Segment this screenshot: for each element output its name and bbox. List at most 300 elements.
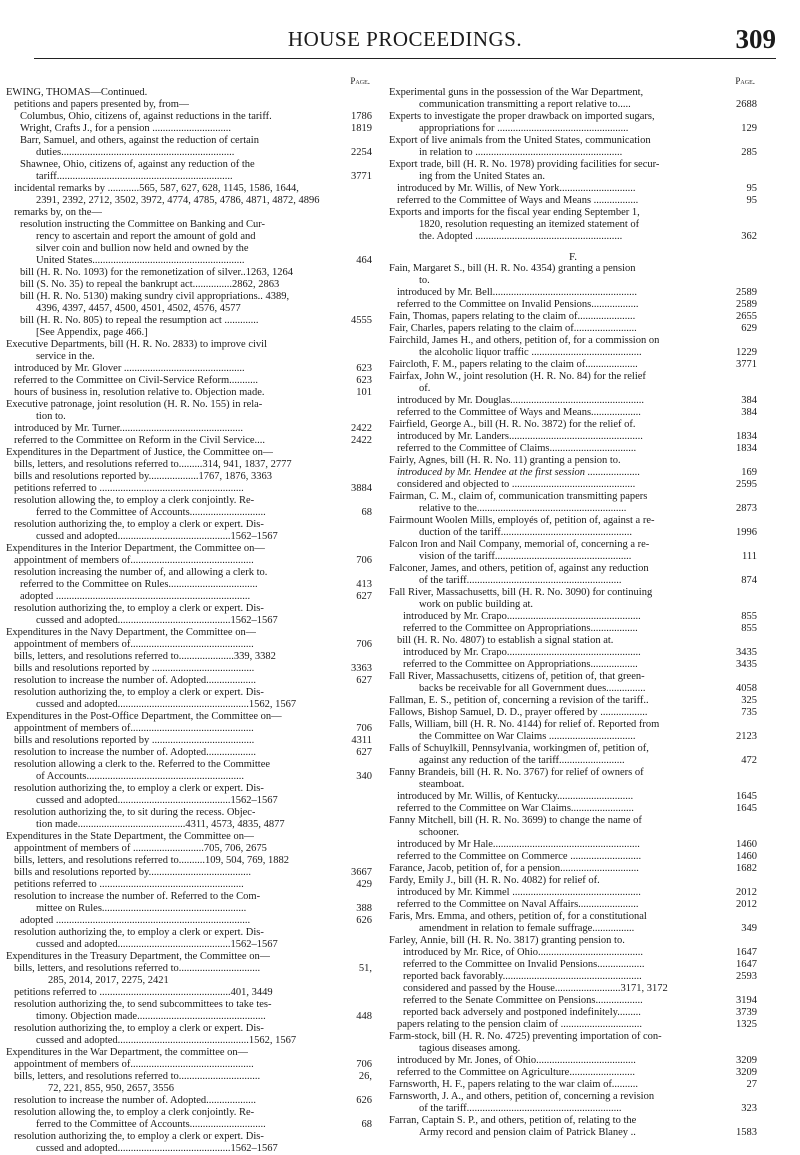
index-entry	[389, 1019, 757, 1031]
index-entry	[389, 971, 757, 983]
index-entries-right	[389, 87, 757, 1139]
index-entry	[6, 1035, 372, 1047]
entry-text: referred to the Committee on Commerce ...........................	[397, 851, 642, 862]
index-entry	[389, 995, 757, 1007]
index-entry	[389, 659, 757, 671]
index-entry	[389, 467, 757, 479]
entry-text: introduced by Mr. Hendee at the first session ....................	[397, 467, 641, 478]
entry-page-ref: 3209	[736, 1055, 757, 1066]
entry-text: introduced by Mr. Willis, of Kentucky.............................	[397, 791, 634, 802]
index-entry	[389, 587, 757, 599]
entry-page-ref: 1647	[736, 947, 757, 958]
entry-page-ref: 3194	[736, 995, 757, 1006]
index-entry	[389, 371, 757, 383]
entry-text: bills, letters, and resolutions referred to..........109, 504, 769, 1882	[14, 855, 289, 866]
entry-page-ref: 706	[356, 639, 372, 650]
entry-text: bills, letters, and resolutions referred to.........314, 941, 1837, 2777	[14, 459, 292, 470]
entry-text: Falls, William, bill (H. R. No. 4144) for relief of. Reported from	[389, 719, 660, 730]
entry-text: papers relating to the pension claim of ...............................	[397, 1019, 642, 1030]
entry-text: cussed and adopted...........................................1562–1567	[36, 615, 278, 626]
entry-page-ref: 2589	[736, 299, 757, 310]
entry-text: Fall River, Massachusetts, bill (H. R. No. 3090) for continuing	[389, 587, 653, 598]
entry-page-ref: 325	[741, 695, 757, 706]
entry-text: remarks by, on the—	[14, 207, 102, 218]
entry-text: Falconer, James, and others, petition of, against any reduction	[389, 563, 649, 574]
entry-text: Farnsworth, J. A., and others, petition of, concerning a revision	[389, 1091, 655, 1102]
entry-text: appointment of members of...............................................	[14, 723, 254, 734]
entry-text: resolution allowing the, to employ a clerk conjointly. Re-	[14, 1107, 255, 1118]
index-entry	[389, 563, 757, 575]
entry-text: resolution authorizing the, to employ a clerk or expert. Dis-	[14, 783, 264, 794]
entry-text: tagious diseases among.	[419, 1043, 521, 1054]
entry-text: ferred to the Committee of Accounts.............................	[36, 507, 266, 518]
index-entry	[6, 603, 372, 615]
entry-text: referred to the Committee on War Claims........................	[397, 803, 634, 814]
entry-page-ref: 1229	[736, 347, 757, 358]
entry-text: bills and resolutions reported by .......................................	[14, 735, 255, 746]
entry-text: referred to the Committee on Appropriations..................	[403, 623, 638, 634]
index-entry	[389, 551, 757, 563]
index-entry	[389, 1091, 757, 1103]
index-entry	[6, 195, 372, 207]
index-entry	[389, 983, 757, 995]
entry-page-ref: 1325	[736, 1019, 757, 1030]
entry-page-ref: 4058	[736, 683, 757, 694]
entry-page-ref: 129	[741, 123, 757, 134]
entry-text: bills and resolutions reported by .......................................	[14, 663, 255, 674]
index-entry	[389, 1055, 757, 1067]
entry-text: resolution to increase the number of. Adopted...................	[14, 747, 257, 758]
index-entry	[6, 531, 372, 543]
entry-page-ref: 1460	[736, 839, 757, 850]
entry-text: resolution authorizing the, to employ a clerk or expert. Dis-	[14, 603, 264, 614]
entry-page-ref: 448	[356, 1011, 372, 1022]
entry-text: vision of the tariff....................................................	[419, 551, 632, 562]
entry-text: cussed and adopted..................................................1562, 1567	[36, 699, 297, 710]
entry-page-ref: 26,	[358, 1071, 372, 1082]
index-entry	[6, 483, 372, 495]
page-header	[34, 24, 776, 59]
index-entry	[6, 471, 372, 483]
index-entry	[389, 755, 757, 767]
index-entry	[6, 1143, 372, 1155]
entry-text: referred to the Committee of Claims.................................	[397, 443, 637, 454]
index-entry	[389, 207, 757, 219]
entry-text: Fairfield, George A., bill (H. R. No. 3872) for the relief of.	[389, 419, 636, 430]
entry-page-ref: 2422	[351, 435, 372, 446]
entry-text: Fallows, Bishop Samuel, D. D., prayer offered by ..................	[389, 707, 648, 718]
entry-page-ref: 626	[356, 915, 372, 926]
entry-text: Fardy, Emily J., bill (H. R. No. 4082) for relief of.	[389, 875, 600, 886]
entry-text: hours of business in, resolution relative to. Objection made.	[14, 387, 265, 398]
entry-page-ref: 323	[741, 1103, 757, 1114]
index-entry	[6, 951, 372, 963]
entry-text: Export trade, bill (H. R. No. 1978) providing facilities for secur-	[389, 159, 660, 170]
entry-text: of the tariff...........................................................	[419, 1103, 622, 1114]
index-entry	[389, 875, 757, 887]
index-entry	[6, 1059, 372, 1071]
entry-text: the Committee on War Claims .................................	[419, 731, 636, 742]
entry-text: resolution instructing the Committee on Banking and Cur-	[20, 219, 266, 230]
entry-text: timony. Objection made.................................................	[36, 1011, 266, 1022]
entry-text: resolution authorizing the, to sit during the recess. Objec-	[14, 807, 256, 818]
entry-text: bills, letters, and resolutions referred to...............................	[14, 963, 261, 974]
entry-page-ref: 623	[356, 363, 372, 374]
index-entry	[6, 1083, 372, 1095]
entry-text: bills, letters, and resolutions referred to.....................339, 3382	[14, 651, 276, 662]
index-entry	[389, 683, 757, 695]
entry-text: cussed and adopted..................................................1562, 1567	[36, 1035, 297, 1046]
index-entry	[389, 791, 757, 803]
index-entry	[389, 911, 757, 923]
entry-page-ref: 2655	[736, 311, 757, 322]
entry-text: introduced by Mr. Landers...................................................	[397, 431, 643, 442]
entry-text: 1820, resolution requesting an itemized statement of	[419, 219, 640, 230]
index-entry	[6, 567, 372, 579]
entry-text: service in the.	[36, 351, 95, 362]
index-entry	[389, 87, 757, 99]
index-entry	[6, 615, 372, 627]
entry-text: petitions referred to .......................................................	[14, 879, 244, 890]
entry-text: mittee on Rules.......................................................	[36, 903, 247, 914]
entry-text: communication transmitting a report relative to.....	[419, 99, 631, 110]
entry-text: Farley, Annie, bill (H. R. No. 3817) granting pension to.	[389, 935, 625, 946]
entry-text: ferred to the Committee of Accounts.............................	[36, 1119, 266, 1130]
entry-text: Fallman, E. S., petition of, concerning a revision of the tariff..	[389, 695, 649, 706]
entry-page-ref: 855	[741, 611, 757, 622]
index-entry	[389, 1127, 757, 1139]
index-entry	[6, 423, 372, 435]
index-entry	[6, 843, 372, 855]
entry-text: Shawnee, Ohio, citizens of, against any reduction of the	[20, 159, 255, 170]
index-entry	[6, 867, 372, 879]
entry-text: duties..................................................................	[36, 147, 235, 158]
index-entry	[389, 231, 757, 243]
entry-text: Fairmount Woolen Mills, employés of, petition of, against a re-	[389, 515, 655, 526]
index-entry	[6, 315, 372, 327]
entry-page-ref: 340	[356, 771, 372, 782]
entry-text: bills and resolutions reported by.......................................	[14, 867, 252, 878]
entry-text: Fain, Margaret S., bill (H. R. No. 4354) granting a pension	[389, 263, 636, 274]
entry-page-ref: 429	[356, 879, 372, 890]
entry-text: ing from the United States an.	[419, 171, 545, 182]
page-column-label: Page.	[735, 76, 755, 86]
index-entry	[6, 1119, 372, 1131]
index-entry	[6, 87, 372, 99]
index-entry	[389, 899, 757, 911]
entry-page-ref: 1645	[736, 791, 757, 802]
entry-text: introduced by Mr Hale........................................................	[397, 839, 640, 850]
index-entry	[6, 759, 372, 771]
entry-text: adopted ..........................................................................	[20, 591, 251, 602]
entry-text: Expenditures in the War Department, the committee on—	[6, 1047, 249, 1058]
entry-text: appointment of members of...............................................	[14, 1059, 254, 1070]
entry-page-ref: 623	[356, 375, 372, 386]
entry-page-ref: 472	[741, 755, 757, 766]
entry-page-ref: 1834	[736, 443, 757, 454]
entry-page-ref: 2688	[736, 99, 757, 110]
entry-page-ref: 1996	[736, 527, 757, 538]
entry-text: referred to the Committee on Invalid Pensions..................	[397, 299, 639, 310]
entry-text: appropriations for ..................................................	[419, 123, 629, 134]
index-entry	[6, 207, 372, 219]
index-entry	[389, 299, 757, 311]
index-entry	[389, 455, 757, 467]
entry-text: of.	[419, 383, 431, 394]
entry-text: referred to the Committee on Civil-Service Reform...........	[14, 375, 259, 386]
entry-text: in relation to ........................................................	[419, 147, 623, 158]
index-entry	[389, 147, 757, 159]
entry-text: resolution increasing the number of, and allowing a clerk to.	[14, 567, 268, 578]
entry-page-ref: 1786	[351, 111, 372, 122]
index-entry	[6, 651, 372, 663]
entry-text: bill (H. R. No. 805) to repeal the resumption act .............	[20, 315, 259, 326]
index-entry	[6, 399, 372, 411]
index-entry	[6, 1023, 372, 1035]
entry-text: Expenditures in the State Department, the Committee on—	[6, 831, 255, 842]
index-entry	[389, 159, 757, 171]
index-entry	[389, 335, 757, 347]
entry-page-ref: 349	[741, 923, 757, 934]
index-entry	[389, 383, 757, 395]
entry-text: considered and objected to ...............................................	[397, 479, 636, 490]
entry-page-ref: 285	[741, 147, 757, 158]
index-entry	[6, 903, 372, 915]
index-entry	[389, 287, 757, 299]
entry-text: Experts to investigate the proper drawback on imported sugars,	[389, 111, 655, 122]
entry-text: resolution authorizing the, to employ a clerk or expert. Dis-	[14, 687, 264, 698]
index-entry	[389, 111, 757, 123]
entry-text: introduced by Mr. Crapo...................................................	[403, 647, 641, 658]
entry-page-ref: 388	[356, 903, 372, 914]
index-entry	[6, 687, 372, 699]
index-entry	[389, 719, 757, 731]
entry-text: resolution authorizing the, to employ a clerk or expert. Dis-	[14, 927, 264, 938]
page-column-label: Page.	[350, 76, 370, 86]
index-entry	[6, 1011, 372, 1023]
entry-text: Farm-stock, bill (H. R. No. 4725) preventing importation of con-	[389, 1031, 662, 1042]
index-entry	[389, 635, 757, 647]
entry-page-ref: 3884	[351, 483, 372, 494]
entry-text: considered and passed by the House.........................3171, 3172	[403, 983, 668, 994]
entry-text: introduced by Mr. Rice, of Ohio........................................	[403, 947, 644, 958]
entry-page-ref: 111	[742, 551, 757, 562]
index-entry	[6, 99, 372, 111]
index-entry	[6, 855, 372, 867]
entry-text: Fairly, Agnes, bill (H. R. No. 11) granting a pension to.	[389, 455, 621, 466]
entry-text: bills, letters, and resolutions referred to...............................	[14, 1071, 261, 1082]
entry-text: the. Adopted ........................................................	[419, 231, 623, 242]
index-entry	[6, 327, 372, 339]
entry-page-ref: 3363	[351, 663, 372, 674]
entry-page-ref: 51,	[358, 963, 372, 974]
entry-page-ref: 1460	[736, 851, 757, 862]
index-entry	[389, 219, 757, 231]
index-entry	[6, 963, 372, 975]
index-entry	[389, 947, 757, 959]
entry-text: petitions referred to ..................................................401, 3449	[14, 987, 273, 998]
entry-text: Fairchild, James H., and others, petition of, for a commission on	[389, 335, 660, 346]
entry-text: resolution authorizing the, to employ a clerk or expert. Dis-	[14, 519, 264, 530]
entry-page-ref: 362	[741, 231, 757, 242]
entry-text: introduced by Mr. Kimmel .................................................	[397, 887, 641, 898]
entry-text: petitions and papers presented by, from—	[14, 99, 190, 110]
entry-text: against any reduction of the tariff.........................	[419, 755, 625, 766]
entry-text: 2391, 2392, 2712, 3502, 3972, 4774, 4785, 4786, 4871, 4872, 4896	[36, 195, 320, 206]
entry-page-ref: 629	[741, 323, 757, 334]
entry-text: Faircloth, F. M., papers relating to the claim of....................	[389, 359, 638, 370]
entry-text: Farance, Jacob, petition of, for a pension..............................	[389, 863, 639, 874]
index-entry	[389, 647, 757, 659]
entry-page-ref: 706	[356, 723, 372, 734]
entry-text: of Accounts............................................................	[36, 771, 244, 782]
entry-text: Fall River, Massachusetts, citizens of, petition of, that green-	[389, 671, 645, 682]
index-entry	[6, 135, 372, 147]
entry-text: amendment in relation to female suffrage................	[419, 923, 635, 934]
entry-page-ref: 1645	[736, 803, 757, 814]
index-entry	[6, 375, 372, 387]
index-entry	[6, 1071, 372, 1083]
index-entry	[389, 443, 757, 455]
entry-page-ref: 4555	[351, 315, 372, 326]
index-entry	[6, 579, 372, 591]
index-entry	[6, 123, 372, 135]
page-number: 309	[735, 24, 776, 54]
entry-text: cussed and adopted...........................................1562–1567	[36, 795, 278, 806]
index-entry	[6, 243, 372, 255]
entry-text: [See Appendix, page 466.]	[36, 327, 148, 338]
entry-page-ref: 2595	[736, 479, 757, 490]
index-entry	[6, 339, 372, 351]
entry-text: appointment of members of...............................................	[14, 639, 254, 650]
entry-page-ref: 1819	[351, 123, 372, 134]
entry-page-ref: 855	[741, 623, 757, 634]
index-entry	[389, 135, 757, 147]
index-entry	[6, 999, 372, 1011]
index-entry	[6, 387, 372, 399]
index-entry	[6, 915, 372, 927]
entry-text: introduced by Mr. Bell.......................................................	[397, 287, 638, 298]
entry-page-ref: 3771	[736, 359, 757, 370]
entry-text: the alcoholic liquor traffic ..........................................	[419, 347, 642, 358]
entry-page-ref: 68	[361, 1119, 372, 1130]
entry-text: duction of the tariff..................................................	[419, 527, 632, 538]
index-entry	[6, 591, 372, 603]
index-entry	[6, 447, 372, 459]
entry-text: Expenditures in the Post-Office Department, the Committee on—	[6, 711, 282, 722]
entry-text: cussed and adopted...........................................1562–1567	[36, 531, 278, 542]
index-entry	[389, 695, 757, 707]
index-entry	[389, 407, 757, 419]
entry-text: introduced by Mr. Jones, of Ohio......................................	[397, 1055, 636, 1066]
index-entry	[6, 795, 372, 807]
entry-text: United States..........................................................	[36, 255, 245, 266]
index-entry	[6, 507, 372, 519]
entry-text: resolution authorizing the, to send subcommittees to take tes-	[14, 999, 272, 1010]
entry-text: introduced by Mr. Turner...............................................	[14, 423, 243, 434]
entry-text: tariff...................................................................	[36, 171, 233, 182]
entry-text: reported back favorably.....................................................	[403, 971, 642, 982]
index-entry	[389, 707, 757, 719]
index-entry	[6, 171, 372, 183]
index-entry	[6, 159, 372, 171]
index-entry	[6, 1047, 372, 1059]
entry-text: resolution to increase the number of. Referred to the Com-	[14, 891, 261, 902]
entry-page-ref: 2593	[736, 971, 757, 982]
index-entry	[6, 183, 372, 195]
entry-page-ref: 706	[356, 555, 372, 566]
index-entry	[389, 611, 757, 623]
entry-text: silver coin and bullion now held and owned by the	[36, 243, 249, 254]
index-entry	[6, 231, 372, 243]
entry-page-ref: 2589	[736, 287, 757, 298]
entry-page-ref: 2873	[736, 503, 757, 514]
entry-page-ref: 1834	[736, 431, 757, 442]
index-entry	[6, 831, 372, 843]
entry-text: cussed and adopted...........................................1562–1567	[36, 939, 278, 950]
index-entry	[389, 743, 757, 755]
entry-page-ref: 3771	[351, 171, 372, 182]
entry-text: steamboat.	[419, 779, 465, 790]
entry-text: resolution authorizing the, to employ a clerk or expert. Dis-	[14, 1131, 264, 1142]
entry-text: reported back adversely and postponed indefinitely.........	[403, 1007, 641, 1018]
index-entry	[6, 735, 372, 747]
index-entry	[6, 555, 372, 567]
entry-page-ref: 413	[356, 579, 372, 590]
entry-page-ref: 3667	[351, 867, 372, 878]
entry-page-ref: 101	[356, 387, 372, 398]
left-column	[6, 76, 372, 1155]
entry-text: appointment of members of...............................................	[14, 555, 254, 566]
entry-text: Expenditures in the Interior Department, the Committee on—	[6, 543, 265, 554]
index-entry	[6, 975, 372, 987]
entry-text: Fanny Mitchell, bill (H. R. No. 3699) to change the name of	[389, 815, 642, 826]
entry-text: petitions referred to .......................................................	[14, 483, 244, 494]
entry-text: referred to the Committee on Naval Affairs.......................	[397, 899, 639, 910]
entry-text: bill (H. R. No. 5130) making sundry civil appropriations.. 4389,	[20, 291, 290, 302]
entry-page-ref: 735	[741, 707, 757, 718]
entry-text: bill (H. R. No. 4807) to establish a signal station at.	[397, 635, 614, 646]
entry-page-ref: 95	[746, 183, 757, 194]
entry-text: bills and resolutions reported by...................1767, 1876, 3363	[14, 471, 273, 482]
entry-page-ref: 626	[356, 1095, 372, 1106]
entry-page-ref: 3209	[736, 1067, 757, 1078]
index-entry	[389, 671, 757, 683]
entry-text: referred to the Committee on Reform in the Civil Service....	[14, 435, 266, 446]
index-entry	[6, 147, 372, 159]
entry-text: Executive patronage, joint resolution (H. R. No. 155) in rela-	[6, 399, 263, 410]
entry-page-ref: 464	[356, 255, 372, 266]
entry-text: Falls of Schuylkill, Pennsylvania, workingmen of, petition of,	[389, 743, 649, 754]
entry-text: Expenditures in the Navy Department, the Committee on—	[6, 627, 257, 638]
index-entry	[389, 171, 757, 183]
entry-page-ref: 2254	[351, 147, 372, 158]
entry-text: Expenditures in the Department of Justice, the Committee on—	[6, 447, 274, 458]
entry-text: Farran, Captain S. P., and others, petition of, relating to the	[389, 1115, 637, 1126]
entry-page-ref: 169	[741, 467, 757, 478]
entry-text: Expenditures in the Treasury Department, the Committee on—	[6, 951, 271, 962]
index-entry	[389, 959, 757, 971]
index-entry	[389, 1031, 757, 1043]
index-entry	[389, 887, 757, 899]
index-entry	[6, 927, 372, 939]
entry-page-ref: 384	[741, 407, 757, 418]
entry-text: Falcon Iron and Nail Company, memorial of, concerning a re-	[389, 539, 650, 550]
entry-text: 4396, 4397, 4457, 4500, 4501, 4502, 4576, 4577	[36, 303, 241, 314]
entry-text: introduced by Mr. Crapo...................................................	[403, 611, 641, 622]
entry-page-ref: 627	[356, 591, 372, 602]
index-entry	[389, 575, 757, 587]
